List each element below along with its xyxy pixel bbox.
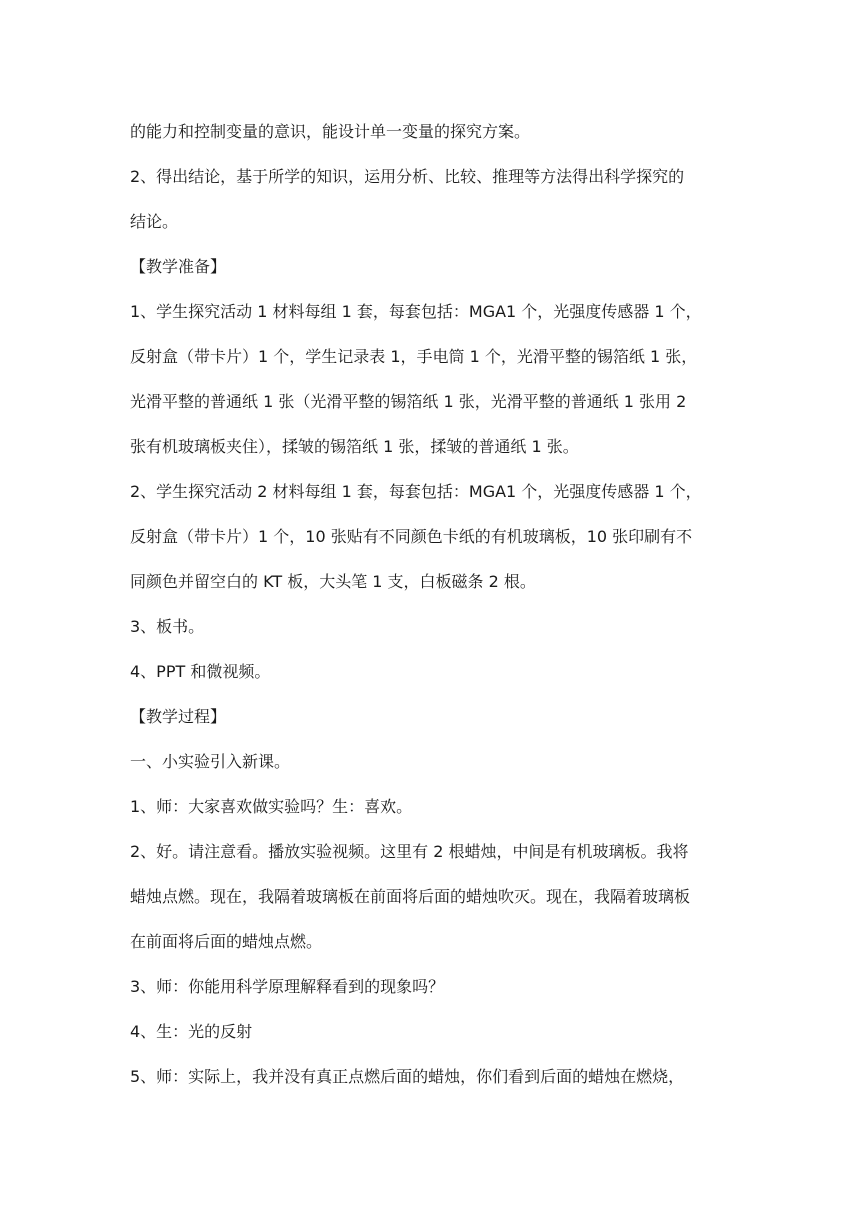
text-line-prep-1-cont-b: 光滑平整的普通纸 1 张（光滑平整的锡箔纸 1 张，光滑平整的普通纸 1 张用 2 [130, 392, 687, 411]
text-line-prep-1-cont-a: 反射盒（带卡片）1 个，学生记录表 1，手电筒 1 个，光滑平整的锡箔纸 1 张， [130, 347, 698, 366]
text-line-part-1-title: 一、小实验引入新课。 [130, 752, 291, 771]
text-line-step-1: 1、师：大家喜欢做实验吗？生：喜欢。 [130, 797, 413, 816]
text-line-continuation: 的能力和控制变量的意识，能设计单一变量的探究方案。 [130, 122, 531, 141]
text-line-step-2-cont-a: 蜡烛点燃。现在，我隔着玻璃板在前面将后面的蜡烛吹灭。现在，我隔着玻璃板 [130, 887, 691, 906]
text-line-prep-2: 2、学生探究活动 2 材料每组 1 套，每套包括：MGA1 个，光强度传感器 1 个， [130, 482, 702, 501]
text-line-prep-4: 4、PPT 和微视频。 [130, 662, 271, 681]
text-line-prep-1: 1、学生探究活动 1 材料每组 1 套，每套包括：MGA1 个，光强度传感器 1 个， [130, 302, 702, 321]
text-line-step-4: 4、生：光的反射 [130, 1022, 253, 1041]
text-line-step-2-cont-b: 在前面将后面的蜡烛点燃。 [130, 932, 323, 951]
text-line-prep-1-cont-c: 张有机玻璃板夹住），揉皱的锡箔纸 1 张，揉皱的普通纸 1 张。 [130, 437, 579, 456]
text-line-item-2-cont: 结论。 [130, 212, 179, 231]
section-heading-process: 【教学过程】 [130, 707, 227, 726]
text-line-prep-2-cont-b: 同颜色并留空白的 KT 板，大头笔 1 支，白板磁条 2 根。 [130, 572, 536, 591]
text-line-item-2: 2、得出结论，基于所学的知识，运用分析、比较、推理等方法得出科学探究的 [130, 167, 685, 186]
text-line-step-3: 3、师：你能用科学原理解释看到的现象吗？ [130, 977, 445, 996]
document-body [130, 109, 740, 1099]
text-line-prep-2-cont-a: 反射盒（带卡片）1 个，10 张贴有不同颜色卡纸的有机玻璃板，10 张印刷有不 [130, 527, 693, 546]
text-line-prep-3: 3、板书。 [130, 617, 205, 636]
text-line-step-5: 5、师：实际上，我并没有真正点燃后面的蜡烛，你们看到后面的蜡烛在燃烧， [130, 1067, 685, 1086]
section-heading-preparation: 【教学准备】 [130, 257, 227, 276]
text-line-step-2: 2、好。请注意看。播放实验视频。这里有 2 根蜡烛，中间是有机玻璃板。我将 [130, 842, 689, 861]
